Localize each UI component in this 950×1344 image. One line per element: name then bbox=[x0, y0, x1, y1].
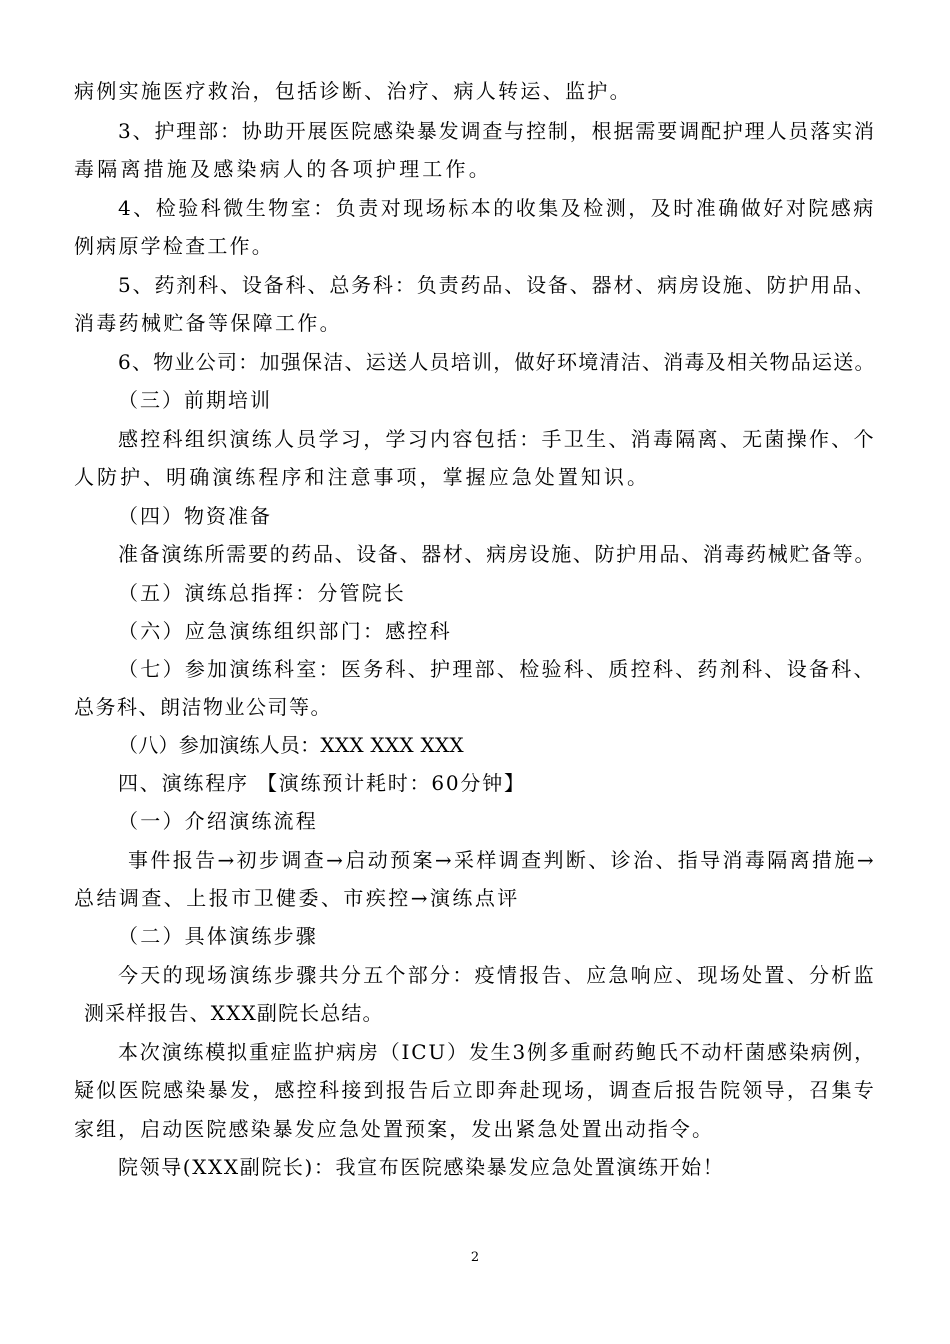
text-line: 事件报告→初步调查→启动预案→采样调查判断、诊治、指导消毒隔离措施→ bbox=[128, 848, 876, 872]
text-line: 疑似医院感染暴发，感控科接到报告后立即奔赴现场，调查后报告院领导，召集专 bbox=[74, 1078, 877, 1102]
section-heading: （四）物资准备 bbox=[118, 504, 272, 528]
text-line: 4、检验科微生物室：负责对现场标本的收集及检测，及时准确做好对院感病 bbox=[118, 196, 876, 220]
section-heading: （六）应急演练组织部门：感控科 bbox=[118, 619, 453, 643]
text-line: 准备演练所需要的药品、设备、器材、病房设施、防护用品、消毒药械贮备等。 bbox=[118, 542, 877, 566]
text-line: 感控科组织演练人员学习，学习内容包括：手卫生、消毒隔离、无菌操作、个 bbox=[118, 427, 876, 451]
text-line: 病例实施医疗救治，包括诊断、治疗、病人转运、监护。 bbox=[74, 79, 632, 103]
section-heading: （一）介绍演练流程 bbox=[118, 809, 318, 833]
text-line: 3、护理部：协助开展医院感染暴发调查与控制，根据需要调配护理人员落实消 bbox=[118, 119, 876, 143]
text-line: 测采样报告、XXX副院长总结。 bbox=[84, 1001, 384, 1025]
text-line: 毒隔离措施及感染病人的各项护理工作。 bbox=[74, 157, 492, 181]
page-number: 2 bbox=[470, 1250, 480, 1265]
section-heading: （三）前期培训 bbox=[118, 388, 272, 412]
text-line: 6、物业公司：加强保洁、运送人员培训，做好环境清洁、消毒及相关物品运送。 bbox=[118, 350, 876, 374]
text-line: 例病原学检查工作。 bbox=[74, 234, 274, 258]
section-heading: 四、演练程序 【演练预计耗时：60分钟】 bbox=[118, 771, 526, 795]
section-heading: （二）具体演练步骤 bbox=[118, 924, 318, 948]
text-line: 人防护、明确演练程序和注意事项，掌握应急处置知识。 bbox=[74, 465, 650, 489]
text-line: 院领导(XXX副院长)：我宣布医院感染暴发应急处置演练开始！ bbox=[118, 1155, 725, 1179]
text-line: 今天的现场演练步骤共分五个部分：疫情报告、应急响应、现场处置、分析监 bbox=[118, 963, 876, 987]
section-heading: （八）参加演练人员：XXX XXX XXX bbox=[118, 733, 464, 757]
text-line: 5、药剂科、设备科、总务科：负责药品、设备、器材、病房设施、防护用品、 bbox=[118, 273, 876, 297]
section-heading: （五）演练总指挥：分管院长 bbox=[118, 581, 406, 605]
text-line: 本次演练模拟重症监护病房（ICU）发生3例多重耐药鲍氏不动杆菌感染病例， bbox=[118, 1040, 876, 1064]
text-line: 家组，启动医院感染暴发应急处置预案，发出紧急处置出动指令。 bbox=[74, 1117, 715, 1141]
text-line: 消毒药械贮备等保障工作。 bbox=[74, 311, 342, 335]
text-line: 总务科、朗洁物业公司等。 bbox=[74, 695, 332, 719]
text-line: （七）参加演练科室：医务科、护理部、检验科、质控科、药剂科、设备科、 bbox=[118, 657, 876, 681]
text-line: 总结调查、上报市卫健委、市疾控→演练点评 bbox=[74, 886, 520, 910]
